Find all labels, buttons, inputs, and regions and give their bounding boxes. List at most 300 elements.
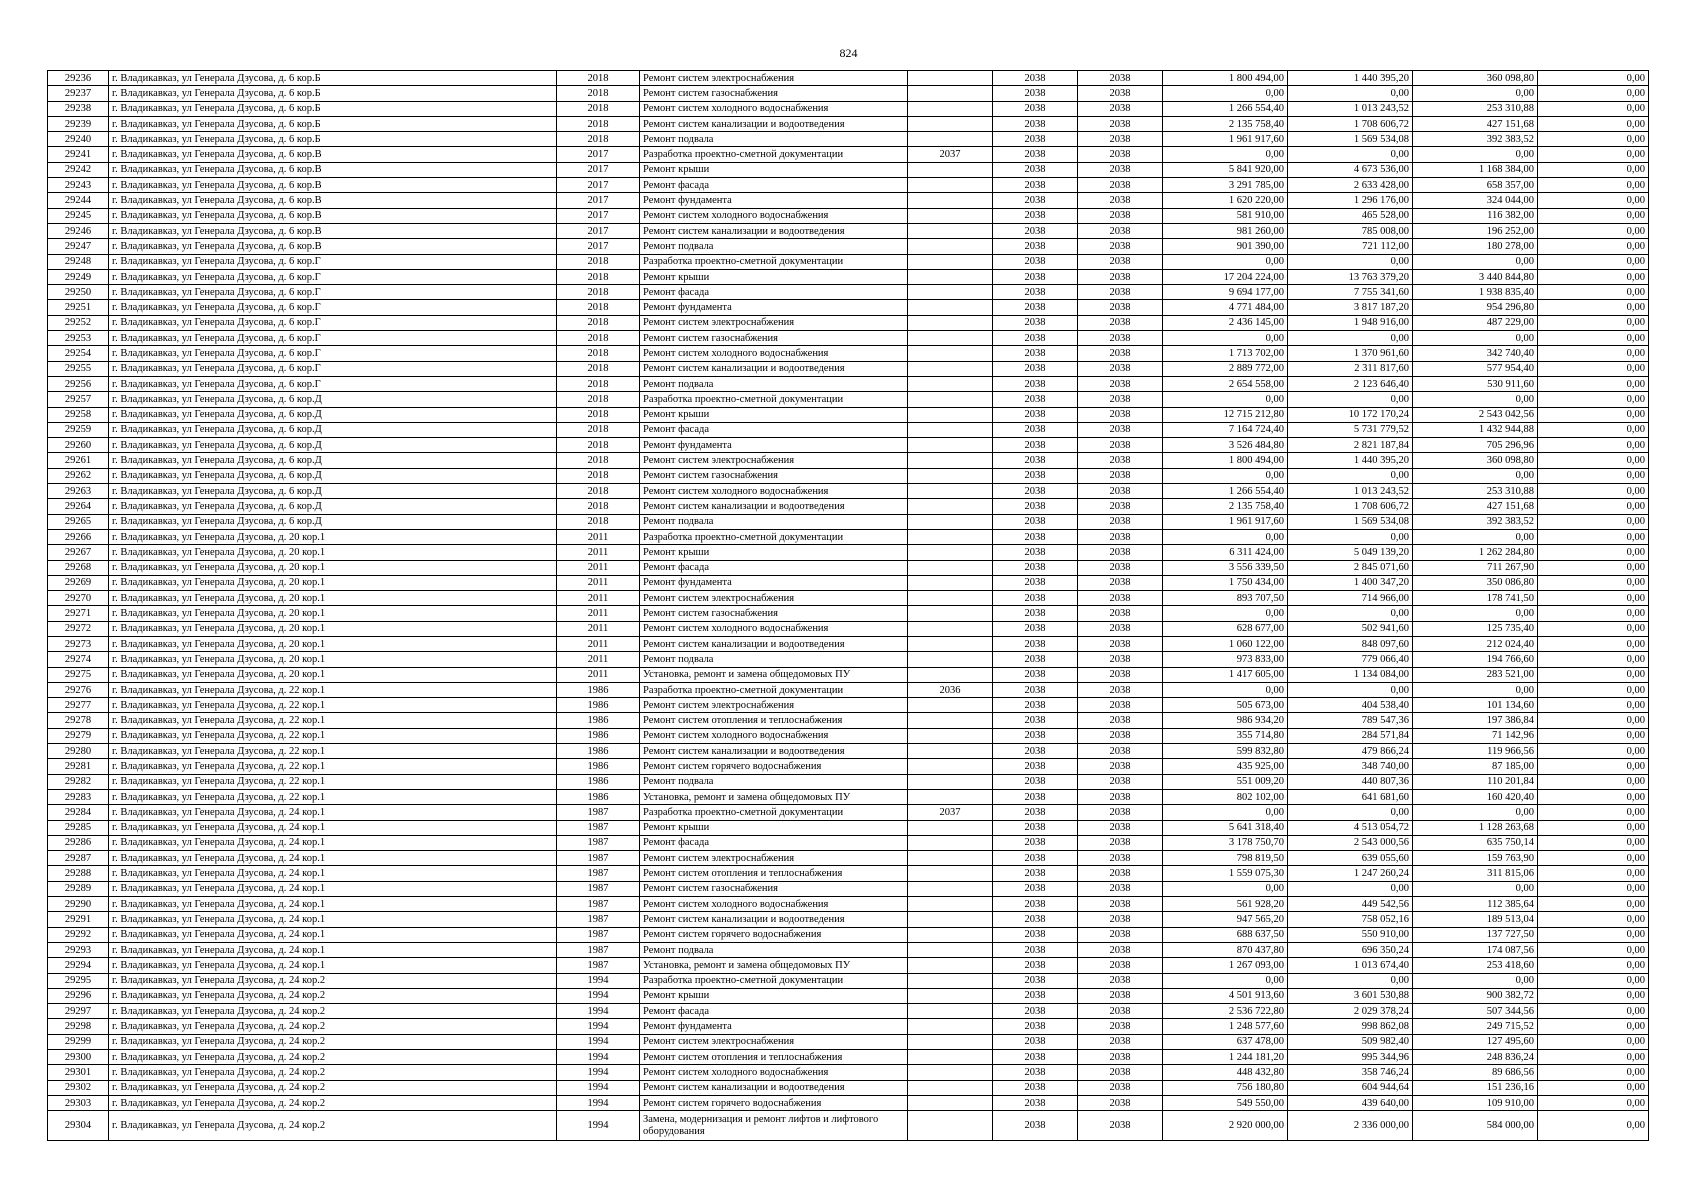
end-year-cell: 2038 [1078, 331, 1163, 346]
row-number: 29294 [48, 958, 109, 973]
table-row [48, 331, 1649, 346]
other-cost-cell: 0,00 [1538, 269, 1649, 284]
owner-cost-cell: 658 357,00 [1413, 178, 1538, 193]
planned-year-cell [908, 300, 993, 315]
total-cost-cell: 2 436 145,00 [1163, 315, 1288, 330]
planned-year-cell [908, 116, 993, 131]
start-year-cell: 2038 [993, 407, 1078, 422]
total-cost-cell: 2 889 772,00 [1163, 361, 1288, 376]
row-number: 29297 [48, 1004, 109, 1019]
end-year-cell: 2038 [1078, 529, 1163, 544]
fund-cost-cell: 1 948 916,00 [1288, 315, 1413, 330]
owner-cost-cell: 0,00 [1413, 468, 1538, 483]
table-row [48, 789, 1649, 804]
start-year-cell: 2038 [993, 560, 1078, 575]
fund-cost-cell: 785 008,00 [1288, 223, 1413, 238]
address-cell: г. Владикавказ, ул Генерала Дзусова, д. 6 кор.В [109, 223, 557, 238]
planned-year-cell [908, 514, 993, 529]
work-type-cell: Ремонт систем газоснабжения [640, 86, 908, 101]
table-row [48, 1050, 1649, 1065]
planned-year-cell [908, 1065, 993, 1080]
fund-cost-cell: 13 763 379,20 [1288, 269, 1413, 284]
total-cost-cell: 3 526 484,80 [1163, 438, 1288, 453]
other-cost-cell: 0,00 [1538, 851, 1649, 866]
address-cell: г. Владикавказ, ул Генерала Дзусова, д. 22 кор.1 [109, 744, 557, 759]
total-cost-cell: 448 432,80 [1163, 1065, 1288, 1080]
work-type-cell: Ремонт систем канализации и водоотведения [640, 116, 908, 131]
row-number: 29258 [48, 407, 109, 422]
other-cost-cell: 0,00 [1538, 545, 1649, 560]
table-row [48, 468, 1649, 483]
planned-year-cell [908, 988, 993, 1003]
start-year-cell: 2038 [993, 178, 1078, 193]
work-type-cell: Установка, ремонт и замена общедомовых ПУ [640, 789, 908, 804]
start-year-cell: 2038 [993, 468, 1078, 483]
fund-cost-cell: 2 543 000,56 [1288, 835, 1413, 850]
address-cell: г. Владикавказ, ул Генерала Дзусова, д. 6 кор.Г [109, 376, 557, 391]
build-year-cell: 2018 [557, 285, 640, 300]
planned-year-cell [908, 484, 993, 499]
planned-year-cell [908, 560, 993, 575]
total-cost-cell: 1 266 554,40 [1163, 484, 1288, 499]
address-cell: г. Владикавказ, ул Генерала Дзусова, д. 24 кор.1 [109, 881, 557, 896]
start-year-cell: 2038 [993, 300, 1078, 315]
other-cost-cell: 0,00 [1538, 728, 1649, 743]
table-row [48, 942, 1649, 957]
table-row [48, 591, 1649, 606]
start-year-cell: 2038 [993, 361, 1078, 376]
owner-cost-cell: 900 382,72 [1413, 988, 1538, 1003]
owner-cost-cell: 0,00 [1413, 973, 1538, 988]
owner-cost-cell: 89 686,56 [1413, 1065, 1538, 1080]
table-row [48, 438, 1649, 453]
owner-cost-cell: 151 236,16 [1413, 1080, 1538, 1095]
fund-cost-cell: 0,00 [1288, 147, 1413, 162]
work-type-cell: Ремонт систем холодного водоснабжения [640, 897, 908, 912]
start-year-cell: 2038 [993, 789, 1078, 804]
work-type-cell: Ремонт фасада [640, 1004, 908, 1019]
build-year-cell: 2018 [557, 116, 640, 131]
address-cell: г. Владикавказ, ул Генерала Дзусова, д. 20 кор.1 [109, 636, 557, 651]
work-type-cell: Ремонт систем отопления и теплоснабжения [640, 1050, 908, 1065]
work-type-cell: Ремонт фундамента [640, 1019, 908, 1034]
total-cost-cell: 2 536 722,80 [1163, 1004, 1288, 1019]
start-year-cell: 2038 [993, 1019, 1078, 1034]
table-row [48, 1034, 1649, 1049]
planned-year-cell: 2037 [908, 147, 993, 162]
owner-cost-cell: 1 938 835,40 [1413, 285, 1538, 300]
table-row [48, 744, 1649, 759]
fund-cost-cell: 2 123 646,40 [1288, 376, 1413, 391]
total-cost-cell: 4 771 484,00 [1163, 300, 1288, 315]
table-row [48, 269, 1649, 284]
owner-cost-cell: 954 296,80 [1413, 300, 1538, 315]
total-cost-cell: 3 556 339,50 [1163, 560, 1288, 575]
owner-cost-cell: 311 815,06 [1413, 866, 1538, 881]
work-type-cell: Ремонт фасада [640, 560, 908, 575]
row-number: 29265 [48, 514, 109, 529]
planned-year-cell [908, 728, 993, 743]
start-year-cell: 2038 [993, 1034, 1078, 1049]
other-cost-cell: 0,00 [1538, 392, 1649, 407]
end-year-cell: 2038 [1078, 254, 1163, 269]
planned-year-cell [908, 239, 993, 254]
planned-year-cell [908, 927, 993, 942]
fund-cost-cell: 1 134 084,00 [1288, 667, 1413, 682]
build-year-cell: 2017 [557, 193, 640, 208]
owner-cost-cell: 635 750,14 [1413, 835, 1538, 850]
start-year-cell: 2038 [993, 484, 1078, 499]
table-row [48, 927, 1649, 942]
address-cell: г. Владикавказ, ул Генерала Дзусова, д. 6 кор.Г [109, 315, 557, 330]
total-cost-cell: 17 204 224,00 [1163, 269, 1288, 284]
work-type-cell: Установка, ремонт и замена общедомовых ПУ [640, 667, 908, 682]
other-cost-cell: 0,00 [1538, 927, 1649, 942]
fund-cost-cell: 1 296 176,00 [1288, 193, 1413, 208]
work-type-cell: Разработка проектно-сметной документации [640, 529, 908, 544]
row-number: 29259 [48, 422, 109, 437]
table-row [48, 698, 1649, 713]
work-type-cell: Ремонт систем горячего водоснабжения [640, 927, 908, 942]
end-year-cell: 2038 [1078, 682, 1163, 697]
owner-cost-cell: 194 766,60 [1413, 652, 1538, 667]
row-number: 29255 [48, 361, 109, 376]
build-year-cell: 1994 [557, 1050, 640, 1065]
work-type-cell: Ремонт систем канализации и водоотведения [640, 361, 908, 376]
work-type-cell: Разработка проектно-сметной документации [640, 805, 908, 820]
planned-year-cell [908, 652, 993, 667]
planned-year-cell [908, 1004, 993, 1019]
build-year-cell: 2018 [557, 407, 640, 422]
work-type-cell: Ремонт систем канализации и водоотведения [640, 223, 908, 238]
build-year-cell: 1987 [557, 897, 640, 912]
planned-year-cell [908, 621, 993, 636]
table-row [48, 636, 1649, 651]
other-cost-cell: 0,00 [1538, 1004, 1649, 1019]
address-cell: г. Владикавказ, ул Генерала Дзусова, д. 6 кор.Б [109, 86, 557, 101]
address-cell: г. Владикавказ, ул Генерала Дзусова, д. 6 кор.Д [109, 422, 557, 437]
fund-cost-cell: 1 013 243,52 [1288, 101, 1413, 116]
planned-year-cell [908, 208, 993, 223]
end-year-cell: 2038 [1078, 453, 1163, 468]
start-year-cell: 2038 [993, 162, 1078, 177]
owner-cost-cell: 0,00 [1413, 881, 1538, 896]
planned-year-cell [908, 1111, 993, 1141]
end-year-cell: 2038 [1078, 759, 1163, 774]
address-cell: г. Владикавказ, ул Генерала Дзусова, д. 6 кор.Б [109, 101, 557, 116]
other-cost-cell: 0,00 [1538, 682, 1649, 697]
end-year-cell: 2038 [1078, 820, 1163, 835]
row-number: 29295 [48, 973, 109, 988]
total-cost-cell: 1 266 554,40 [1163, 101, 1288, 116]
address-cell: г. Владикавказ, ул Генерала Дзусова, д. 20 кор.1 [109, 606, 557, 621]
fund-cost-cell: 758 052,16 [1288, 912, 1413, 927]
fund-cost-cell: 465 528,00 [1288, 208, 1413, 223]
table-row [48, 1019, 1649, 1034]
start-year-cell: 2038 [993, 636, 1078, 651]
work-type-cell: Ремонт фасада [640, 285, 908, 300]
build-year-cell: 2011 [557, 575, 640, 590]
owner-cost-cell: 711 267,90 [1413, 560, 1538, 575]
owner-cost-cell: 101 134,60 [1413, 698, 1538, 713]
end-year-cell: 2038 [1078, 514, 1163, 529]
build-year-cell: 1987 [557, 866, 640, 881]
build-year-cell: 2011 [557, 652, 640, 667]
address-cell: г. Владикавказ, ул Генерала Дзусова, д. 6 кор.В [109, 208, 557, 223]
end-year-cell: 2038 [1078, 193, 1163, 208]
start-year-cell: 2038 [993, 545, 1078, 560]
end-year-cell: 2038 [1078, 468, 1163, 483]
owner-cost-cell: 196 252,00 [1413, 223, 1538, 238]
fund-cost-cell: 4 513 054,72 [1288, 820, 1413, 835]
table-row [48, 193, 1649, 208]
build-year-cell: 2018 [557, 422, 640, 437]
row-number: 29273 [48, 636, 109, 651]
row-number: 29281 [48, 759, 109, 774]
fund-cost-cell: 998 862,08 [1288, 1019, 1413, 1034]
start-year-cell: 2038 [993, 973, 1078, 988]
other-cost-cell: 0,00 [1538, 162, 1649, 177]
other-cost-cell: 0,00 [1538, 1065, 1649, 1080]
owner-cost-cell: 507 344,56 [1413, 1004, 1538, 1019]
planned-year-cell [908, 162, 993, 177]
total-cost-cell: 3 291 785,00 [1163, 178, 1288, 193]
fund-cost-cell: 604 944,64 [1288, 1080, 1413, 1095]
end-year-cell: 2038 [1078, 1111, 1163, 1141]
end-year-cell: 2038 [1078, 774, 1163, 789]
other-cost-cell: 0,00 [1538, 116, 1649, 131]
owner-cost-cell: 189 513,04 [1413, 912, 1538, 927]
owner-cost-cell: 253 418,60 [1413, 958, 1538, 973]
address-cell: г. Владикавказ, ул Генерала Дзусова, д. 6 кор.В [109, 178, 557, 193]
owner-cost-cell: 112 385,64 [1413, 897, 1538, 912]
start-year-cell: 2038 [993, 866, 1078, 881]
work-type-cell: Ремонт систем электроснабжения [640, 851, 908, 866]
build-year-cell: 2017 [557, 147, 640, 162]
fund-cost-cell: 5 731 779,52 [1288, 422, 1413, 437]
planned-year-cell [908, 422, 993, 437]
total-cost-cell: 7 164 724,40 [1163, 422, 1288, 437]
fund-cost-cell: 0,00 [1288, 468, 1413, 483]
table-row [48, 728, 1649, 743]
table-row [48, 805, 1649, 820]
end-year-cell: 2038 [1078, 499, 1163, 514]
start-year-cell: 2038 [993, 927, 1078, 942]
address-cell: г. Владикавказ, ул Генерала Дзусова, д. 24 кор.2 [109, 988, 557, 1003]
end-year-cell: 2038 [1078, 407, 1163, 422]
table-row [48, 545, 1649, 560]
work-type-cell: Ремонт систем электроснабжения [640, 1034, 908, 1049]
build-year-cell: 1987 [557, 805, 640, 820]
table-row [48, 147, 1649, 162]
planned-year-cell [908, 713, 993, 728]
fund-cost-cell: 284 571,84 [1288, 728, 1413, 743]
other-cost-cell: 0,00 [1538, 300, 1649, 315]
end-year-cell: 2038 [1078, 636, 1163, 651]
address-cell: г. Владикавказ, ул Генерала Дзусова, д. 24 кор.1 [109, 835, 557, 850]
other-cost-cell: 0,00 [1538, 468, 1649, 483]
table-row [48, 361, 1649, 376]
total-cost-cell: 798 819,50 [1163, 851, 1288, 866]
total-cost-cell: 637 478,00 [1163, 1034, 1288, 1049]
build-year-cell: 2017 [557, 162, 640, 177]
build-year-cell: 1987 [557, 881, 640, 896]
address-cell: г. Владикавказ, ул Генерала Дзусова, д. 24 кор.1 [109, 866, 557, 881]
planned-year-cell [908, 636, 993, 651]
other-cost-cell: 0,00 [1538, 835, 1649, 850]
row-number: 29271 [48, 606, 109, 621]
work-type-cell: Ремонт систем электроснабжения [640, 71, 908, 86]
total-cost-cell: 9 694 177,00 [1163, 285, 1288, 300]
other-cost-cell: 0,00 [1538, 331, 1649, 346]
row-number: 29300 [48, 1050, 109, 1065]
address-cell: г. Владикавказ, ул Генерала Дзусова, д. 6 кор.Г [109, 285, 557, 300]
work-type-cell: Разработка проектно-сметной документации [640, 682, 908, 697]
row-number: 29274 [48, 652, 109, 667]
other-cost-cell: 0,00 [1538, 667, 1649, 682]
planned-year-cell [908, 86, 993, 101]
planned-year-cell [908, 820, 993, 835]
owner-cost-cell: 1 432 944,88 [1413, 422, 1538, 437]
row-number: 29302 [48, 1080, 109, 1095]
planned-year-cell [908, 529, 993, 544]
other-cost-cell: 0,00 [1538, 422, 1649, 437]
table-row [48, 606, 1649, 621]
other-cost-cell: 0,00 [1538, 1080, 1649, 1095]
work-type-cell: Ремонт систем холодного водоснабжения [640, 1065, 908, 1080]
table-row [48, 560, 1649, 575]
start-year-cell: 2038 [993, 682, 1078, 697]
start-year-cell: 2038 [993, 529, 1078, 544]
row-number: 29262 [48, 468, 109, 483]
start-year-cell: 2038 [993, 1080, 1078, 1095]
other-cost-cell: 0,00 [1538, 529, 1649, 544]
end-year-cell: 2038 [1078, 1050, 1163, 1065]
other-cost-cell: 0,00 [1538, 499, 1649, 514]
start-year-cell: 2038 [993, 376, 1078, 391]
row-number: 29290 [48, 897, 109, 912]
planned-year-cell [908, 545, 993, 560]
table-row [48, 1111, 1649, 1141]
other-cost-cell: 0,00 [1538, 178, 1649, 193]
build-year-cell: 2011 [557, 606, 640, 621]
other-cost-cell: 0,00 [1538, 147, 1649, 162]
owner-cost-cell: 392 383,52 [1413, 132, 1538, 147]
planned-year-cell [908, 958, 993, 973]
start-year-cell: 2038 [993, 193, 1078, 208]
total-cost-cell: 986 934,20 [1163, 713, 1288, 728]
row-number: 29249 [48, 269, 109, 284]
owner-cost-cell: 160 420,40 [1413, 789, 1538, 804]
work-type-cell: Ремонт систем газоснабжения [640, 331, 908, 346]
work-type-cell: Ремонт крыши [640, 820, 908, 835]
other-cost-cell: 0,00 [1538, 942, 1649, 957]
fund-cost-cell: 2 845 071,60 [1288, 560, 1413, 575]
work-type-cell: Ремонт систем холодного водоснабжения [640, 484, 908, 499]
owner-cost-cell: 137 727,50 [1413, 927, 1538, 942]
fund-cost-cell: 10 172 170,24 [1288, 407, 1413, 422]
end-year-cell: 2038 [1078, 958, 1163, 973]
fund-cost-cell: 1 708 606,72 [1288, 499, 1413, 514]
fund-cost-cell: 721 112,00 [1288, 239, 1413, 254]
work-type-cell: Ремонт крыши [640, 269, 908, 284]
fund-cost-cell: 1 013 674,40 [1288, 958, 1413, 973]
end-year-cell: 2038 [1078, 285, 1163, 300]
start-year-cell: 2038 [993, 147, 1078, 162]
other-cost-cell: 0,00 [1538, 575, 1649, 590]
work-type-cell: Ремонт крыши [640, 988, 908, 1003]
owner-cost-cell: 392 383,52 [1413, 514, 1538, 529]
total-cost-cell: 12 715 212,80 [1163, 407, 1288, 422]
address-cell: г. Владикавказ, ул Генерала Дзусова, д. 6 кор.Г [109, 346, 557, 361]
table-row [48, 392, 1649, 407]
address-cell: г. Владикавказ, ул Генерала Дзусова, д. 24 кор.2 [109, 1080, 557, 1095]
table-row [48, 1095, 1649, 1110]
work-type-cell: Ремонт крыши [640, 545, 908, 560]
end-year-cell: 2038 [1078, 346, 1163, 361]
address-cell: г. Владикавказ, ул Генерала Дзусова, д. 6 кор.Д [109, 468, 557, 483]
address-cell: г. Владикавказ, ул Генерала Дзусова, д. 24 кор.1 [109, 958, 557, 973]
other-cost-cell: 0,00 [1538, 208, 1649, 223]
start-year-cell: 2038 [993, 514, 1078, 529]
planned-year-cell [908, 774, 993, 789]
planned-year-cell [908, 942, 993, 957]
owner-cost-cell: 283 521,00 [1413, 667, 1538, 682]
start-year-cell: 2038 [993, 759, 1078, 774]
owner-cost-cell: 116 382,00 [1413, 208, 1538, 223]
other-cost-cell: 0,00 [1538, 1034, 1649, 1049]
start-year-cell: 2038 [993, 1004, 1078, 1019]
build-year-cell: 2018 [557, 254, 640, 269]
table-row [48, 958, 1649, 973]
row-number: 29282 [48, 774, 109, 789]
table-row [48, 713, 1649, 728]
row-number: 29278 [48, 713, 109, 728]
address-cell: г. Владикавказ, ул Генерала Дзусова, д. 20 кор.1 [109, 652, 557, 667]
start-year-cell: 2038 [993, 346, 1078, 361]
work-type-cell: Ремонт фундамента [640, 300, 908, 315]
end-year-cell: 2038 [1078, 484, 1163, 499]
other-cost-cell: 0,00 [1538, 315, 1649, 330]
address-cell: г. Владикавказ, ул Генерала Дзусова, д. 6 кор.В [109, 162, 557, 177]
address-cell: г. Владикавказ, ул Генерала Дзусова, д. 6 кор.Б [109, 132, 557, 147]
end-year-cell: 2038 [1078, 86, 1163, 101]
end-year-cell: 2038 [1078, 132, 1163, 147]
start-year-cell: 2038 [993, 422, 1078, 437]
build-year-cell: 2018 [557, 71, 640, 86]
row-number: 29244 [48, 193, 109, 208]
work-type-cell: Ремонт систем холодного водоснабжения [640, 208, 908, 223]
table-row [48, 835, 1649, 850]
address-cell: г. Владикавказ, ул Генерала Дзусова, д. 6 кор.Б [109, 71, 557, 86]
other-cost-cell: 0,00 [1538, 132, 1649, 147]
end-year-cell: 2038 [1078, 881, 1163, 896]
address-cell: г. Владикавказ, ул Генерала Дзусова, д. 24 кор.1 [109, 820, 557, 835]
planned-year-cell [908, 346, 993, 361]
owner-cost-cell: 127 495,60 [1413, 1034, 1538, 1049]
planned-year-cell [908, 101, 993, 116]
work-type-cell: Ремонт систем отопления и теплоснабжения [640, 713, 908, 728]
planned-year-cell [908, 698, 993, 713]
table-row [48, 851, 1649, 866]
start-year-cell: 2038 [993, 315, 1078, 330]
work-type-cell: Разработка проектно-сметной документации [640, 254, 908, 269]
total-cost-cell: 2 135 758,40 [1163, 116, 1288, 131]
build-year-cell: 2018 [557, 346, 640, 361]
planned-year-cell [908, 744, 993, 759]
table-row [48, 101, 1649, 116]
address-cell: г. Владикавказ, ул Генерала Дзусова, д. 22 кор.1 [109, 682, 557, 697]
